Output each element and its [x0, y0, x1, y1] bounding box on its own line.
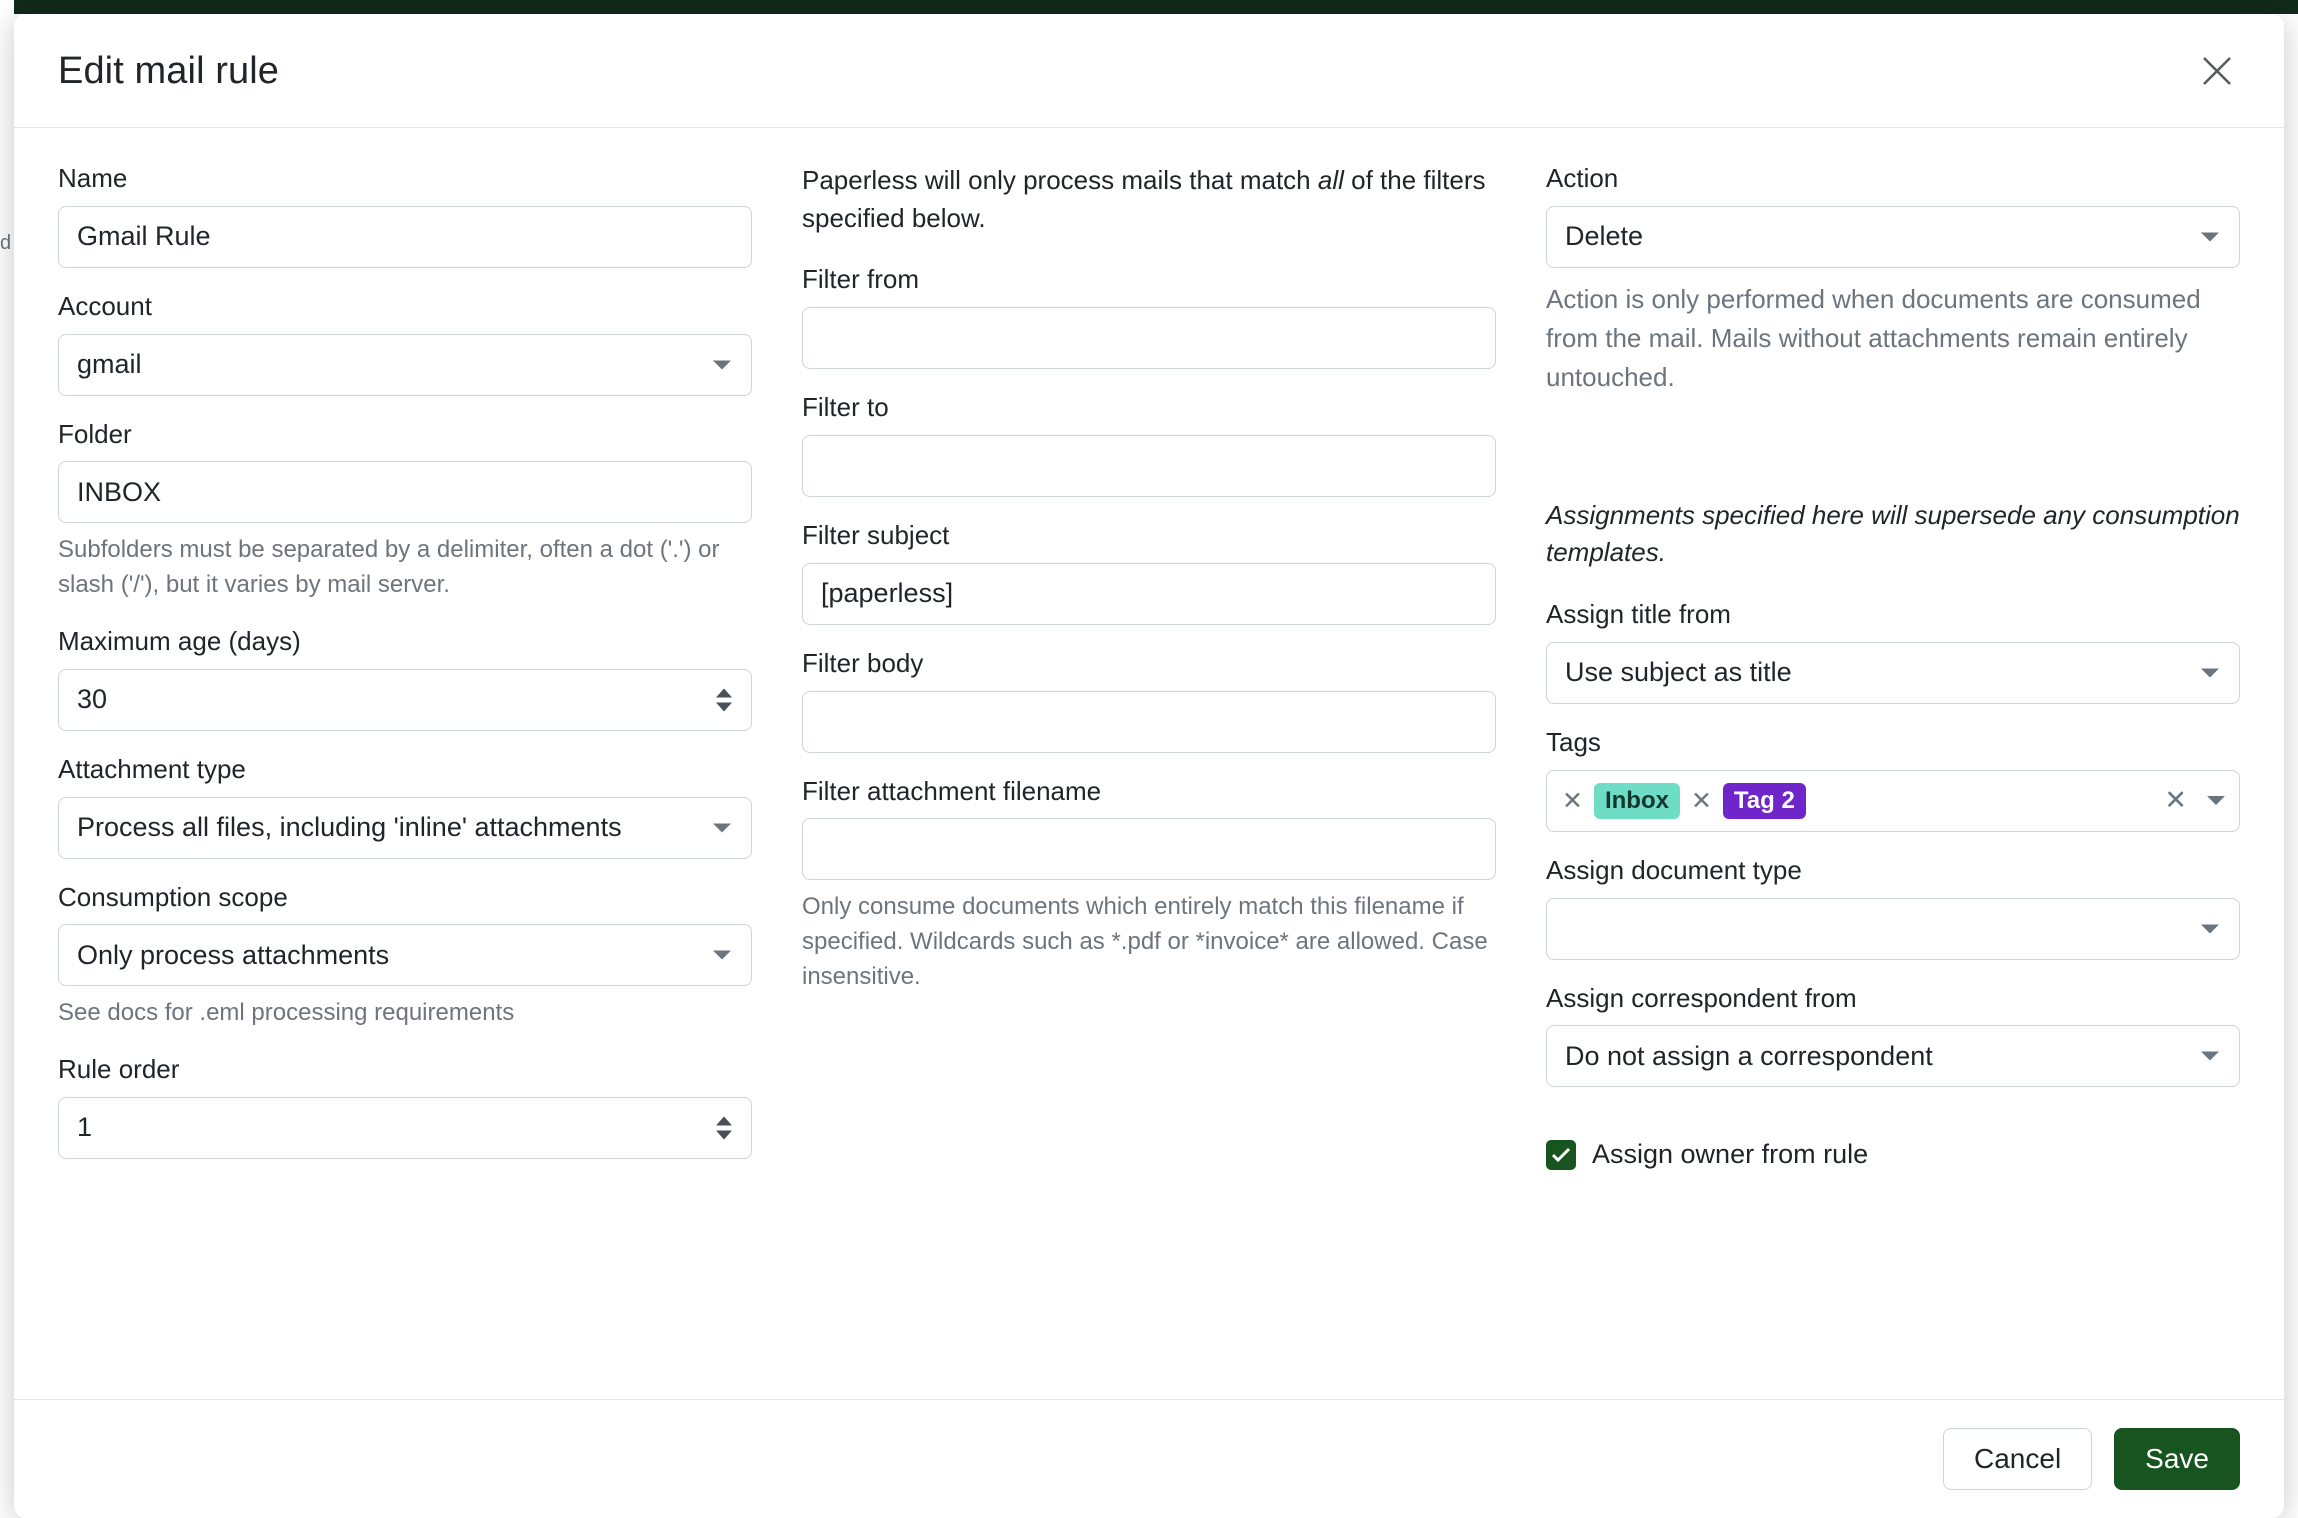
tags-label: Tags — [1546, 726, 1601, 757]
field-filter-to — [802, 391, 1496, 497]
filter-to-label: Filter to — [802, 392, 889, 423]
chevron-down-icon — [2201, 232, 2219, 241]
chevron-down-icon — [2201, 668, 2219, 677]
filter-subject-input[interactable] — [802, 563, 1496, 625]
filter-attachment-help-text: Only consume documents which entirely match this filename if specified. Wildcards such as *.pdf or *invoice* are allowed. Case insensitive. — [802, 893, 1488, 990]
folder-help-text: Subfolders must be separated by a delimiter, often a dot ('.') or slash ('/'), but it varies by mail server. — [58, 536, 720, 599]
filter-attachment-filename-input[interactable] — [802, 818, 1496, 880]
assign-owner-row — [1546, 1139, 2240, 1170]
dialog-title: Edit mail rule — [58, 50, 280, 92]
field-filter-body — [802, 647, 1496, 753]
edit-mail-rule-dialog — [14, 14, 2284, 1518]
filter-body-label: Filter body — [802, 647, 924, 678]
assign-correspondent-label: Assign correspondent from — [1546, 982, 1857, 1013]
field-consumption-scope — [58, 881, 752, 1032]
dialog-footer — [14, 1399, 2284, 1518]
attachment-type-label: Attachment type — [58, 753, 246, 784]
maximum-age-label: Maximum age (days) — [58, 625, 301, 656]
left-strip — [0, 0, 14, 1518]
field-assign-correspondent — [1546, 982, 2240, 1088]
background-stub-text: d — [0, 232, 12, 254]
clear-icon[interactable]: ✕ — [2164, 785, 2187, 816]
field-folder — [58, 418, 752, 603]
assign-correspondent-value: Do not assign a correspondent — [1565, 1040, 1933, 1071]
attachment-type-select[interactable] — [58, 797, 752, 859]
top-bar — [0, 0, 2298, 14]
rule-order-input[interactable] — [58, 1097, 752, 1159]
stepper-arrows-icon[interactable] — [716, 688, 732, 711]
consumption-scope-select[interactable] — [58, 924, 752, 986]
intro-after: of the filters specified below. — [802, 165, 1486, 233]
assign-document-type-select[interactable] — [1546, 898, 2240, 960]
filter-from-label: Filter from — [802, 264, 919, 295]
stepper-arrows-icon[interactable] — [716, 1116, 732, 1139]
rule-order-label: Rule order — [58, 1054, 180, 1085]
middle-column — [802, 162, 1496, 1399]
consumption-scope-help-text: See docs for .eml processing requirements — [58, 999, 515, 1027]
dialog-header — [14, 14, 2284, 128]
assign-title-label: Assign title from — [1546, 599, 1731, 630]
intro-before: Paperless will only process mails that match — [802, 165, 1318, 195]
tag-chip[interactable]: Tag 2 — [1723, 783, 1806, 819]
filters-intro-text — [802, 162, 1496, 237]
field-rule-order — [58, 1053, 752, 1159]
assign-title-value: Use subject as title — [1565, 657, 1792, 688]
dialog-body — [14, 128, 2284, 1399]
maximum-age-stepper[interactable] — [58, 669, 752, 731]
cancel-button[interactable]: Cancel — [1943, 1428, 2092, 1490]
account-label: Account — [58, 290, 152, 321]
filter-body-input[interactable] — [802, 691, 1496, 753]
filter-from-input[interactable] — [802, 307, 1496, 369]
chevron-down-icon — [2201, 1052, 2219, 1061]
attachment-type-value: Process all files, including 'inline' attachments — [77, 812, 622, 843]
field-name — [58, 162, 752, 268]
maximum-age-input[interactable] — [58, 669, 752, 731]
field-filter-subject — [802, 519, 1496, 625]
field-filter-from — [802, 263, 1496, 369]
close-icon[interactable] — [2194, 48, 2240, 94]
folder-label: Folder — [58, 418, 132, 449]
rule-order-stepper[interactable] — [58, 1097, 752, 1159]
action-value: Delete — [1565, 221, 1644, 252]
assign-document-type-label: Assign document type — [1546, 854, 1802, 885]
consumption-scope-value: Only process attachments — [77, 939, 390, 970]
remove-tag-icon[interactable]: ✕ — [1562, 786, 1583, 815]
assign-title-select[interactable] — [1546, 642, 2240, 704]
intro-emphasis: all — [1317, 165, 1344, 195]
left-column — [58, 162, 752, 1399]
field-maximum-age — [58, 625, 752, 731]
account-select[interactable] — [58, 334, 752, 396]
folder-input[interactable] — [58, 461, 752, 523]
right-column — [1546, 162, 2240, 1399]
field-attachment-type — [58, 753, 752, 859]
assign-correspondent-select[interactable] — [1546, 1025, 2240, 1087]
name-label: Name — [58, 163, 128, 193]
chevron-down-icon — [713, 951, 731, 960]
tag-chip[interactable]: Inbox — [1594, 783, 1680, 819]
name-input[interactable] — [58, 206, 752, 268]
action-select[interactable] — [1546, 206, 2240, 268]
chevron-down-icon — [713, 823, 731, 832]
field-assign-title — [1546, 598, 2240, 704]
action-label: Action — [1546, 163, 1619, 193]
assignments-note: Assignments specified here will supersede any consumption templates. — [1546, 499, 2240, 568]
field-filter-attachment-filename — [802, 775, 1496, 995]
chevron-down-icon — [2207, 796, 2225, 805]
consumption-scope-label: Consumption scope — [58, 881, 288, 912]
field-action — [1546, 162, 2240, 397]
chevron-down-icon — [2201, 924, 2219, 933]
tags-select[interactable] — [1546, 770, 2240, 832]
save-button[interactable]: Save — [2114, 1428, 2240, 1490]
filter-to-input[interactable] — [802, 435, 1496, 497]
field-account — [58, 290, 752, 396]
assign-owner-label: Assign owner from rule — [1592, 1139, 1869, 1170]
filter-subject-label: Filter subject — [802, 519, 950, 550]
field-assign-document-type — [1546, 854, 2240, 960]
action-help-text: Action is only performed when documents are consumed from the mail. Mails without attachments remain entirely untouched. — [1546, 283, 2201, 392]
assign-owner-checkbox[interactable] — [1546, 1140, 1576, 1170]
remove-tag-icon[interactable]: ✕ — [1690, 786, 1712, 815]
field-tags — [1546, 726, 2240, 832]
account-value: gmail — [77, 349, 142, 380]
filter-attachment-filename-label: Filter attachment filename — [802, 775, 1102, 806]
chevron-down-icon — [713, 360, 731, 369]
